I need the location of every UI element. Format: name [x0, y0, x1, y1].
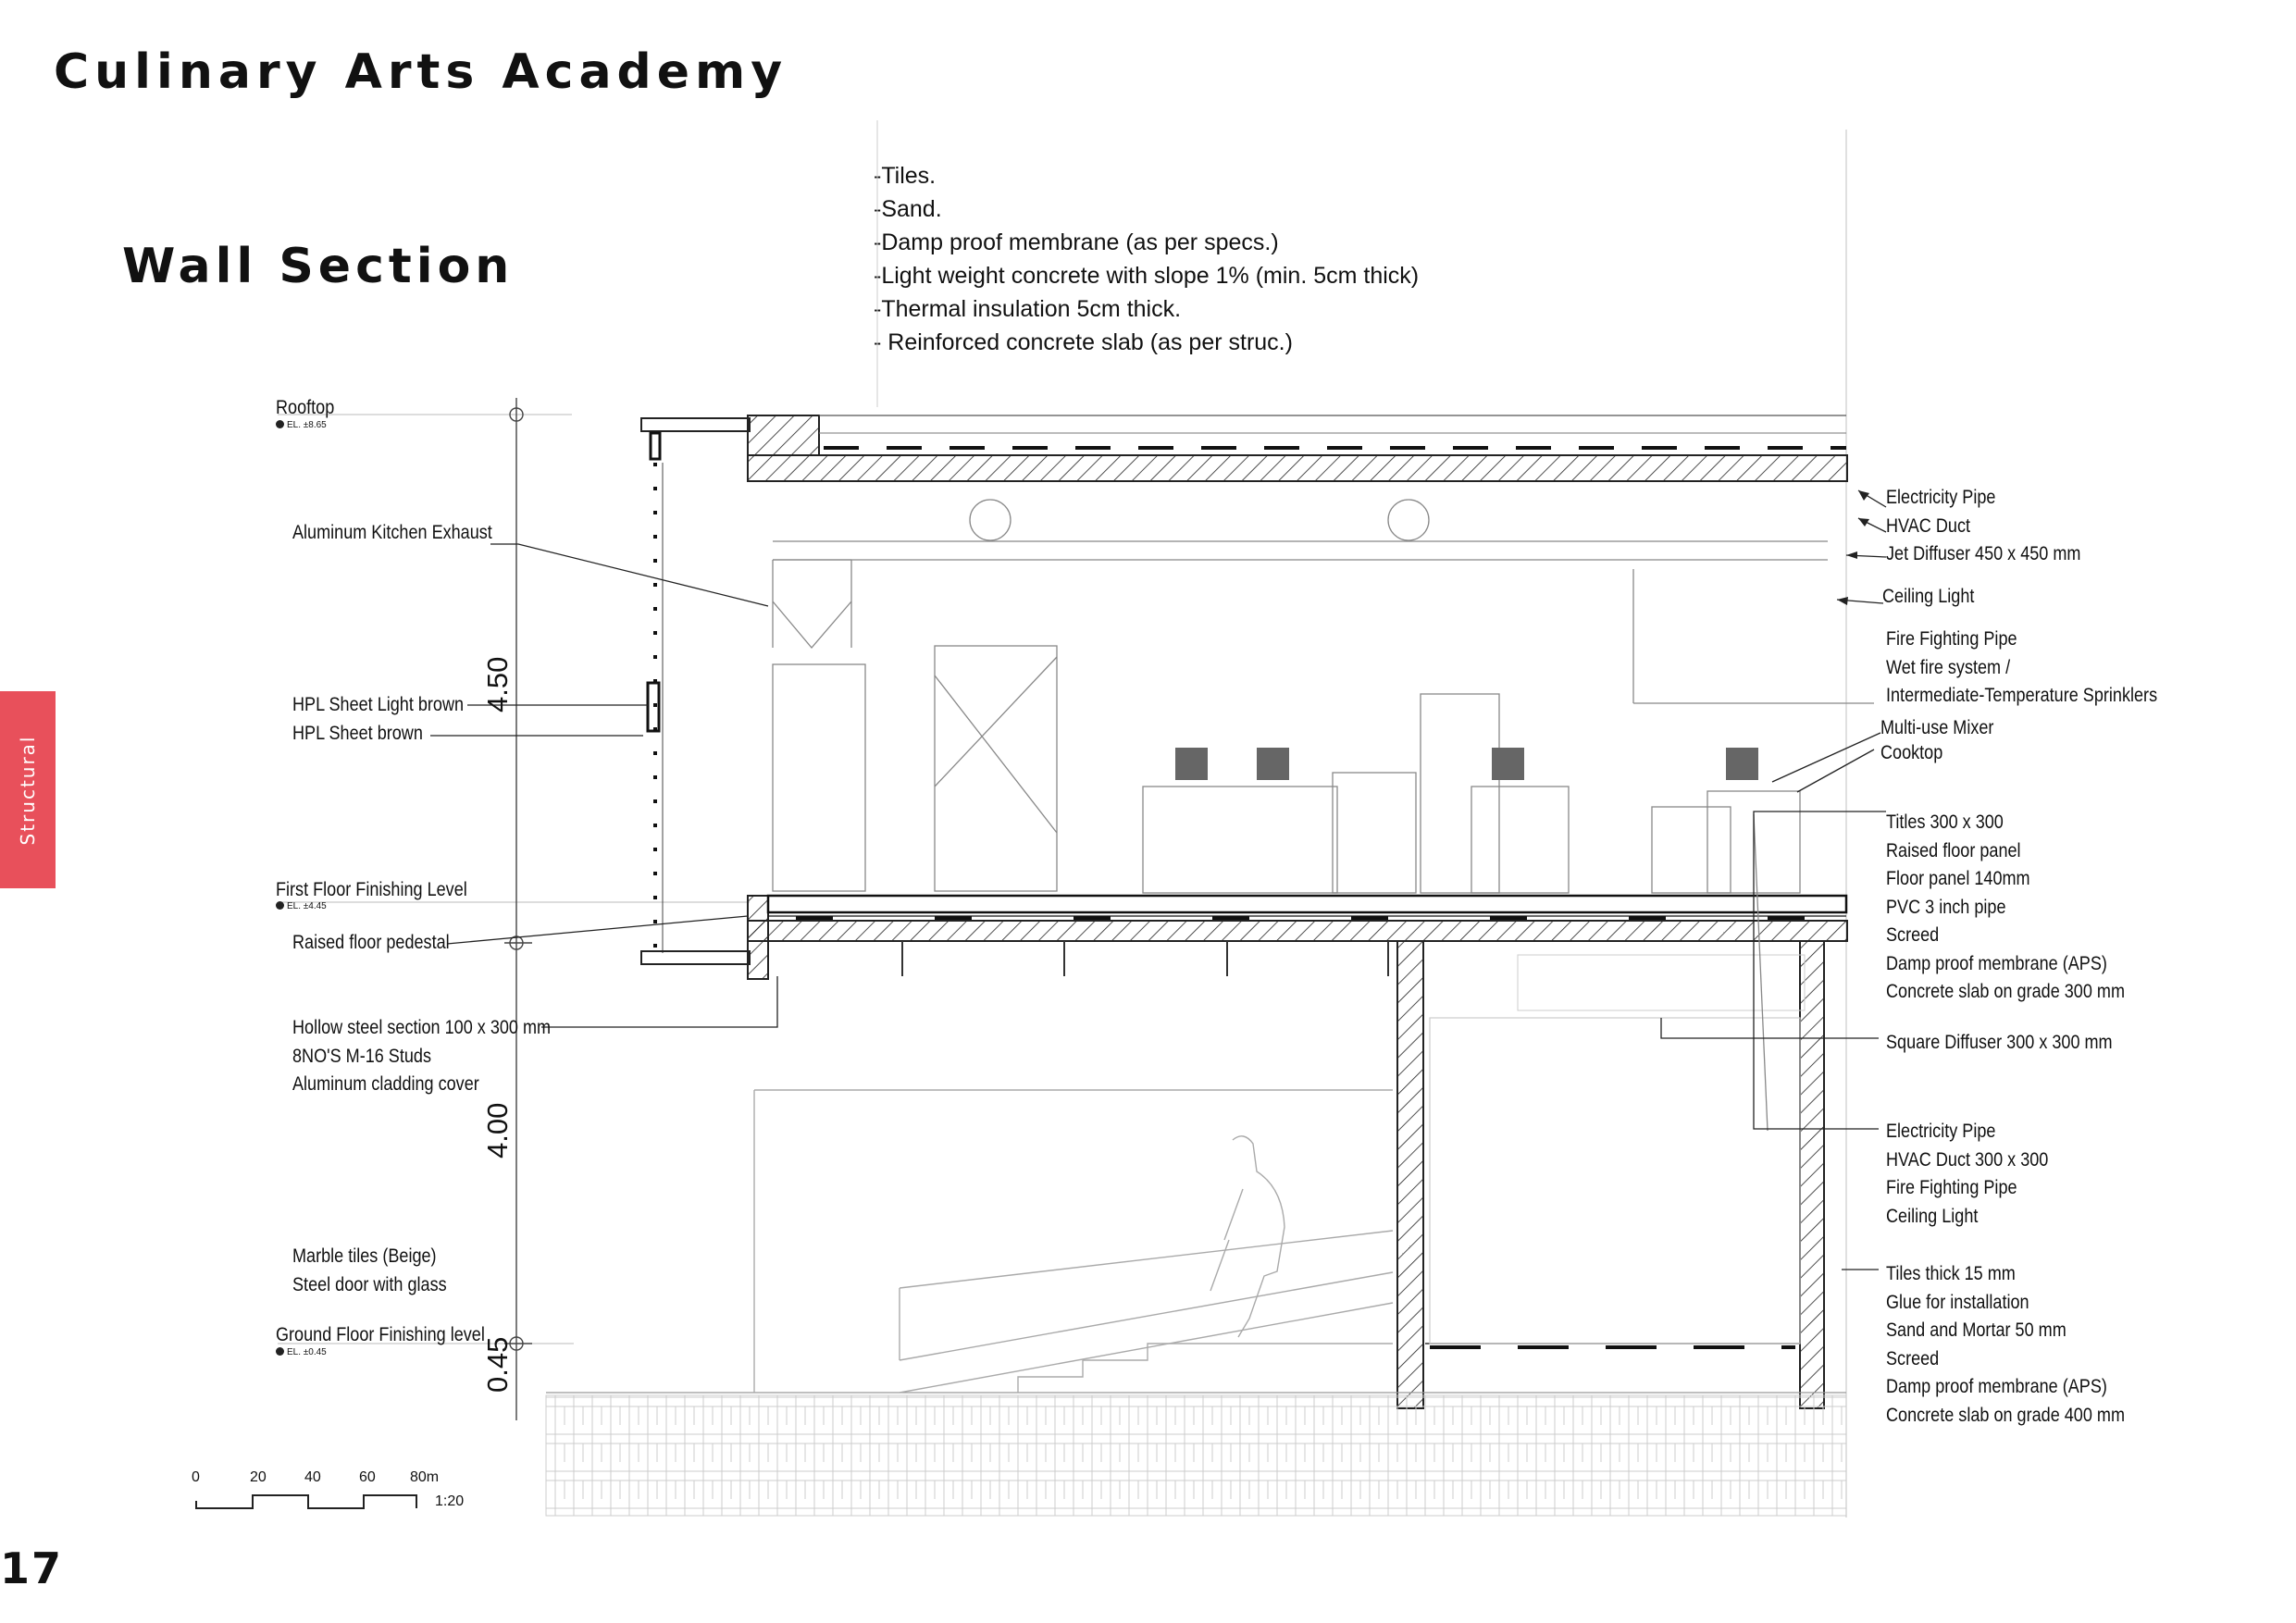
level-ground-floor-label: Ground Floor Finishing level [276, 1324, 485, 1345]
label-line: Electricity Pipe [1886, 1121, 1996, 1142]
label-line: PVC 3 inch pipe [1886, 896, 2006, 918]
level-first-floor-elevation [276, 901, 327, 911]
roof-spec-item: -Thermal insulation 5cm thick. [874, 296, 1182, 322]
label-line: Steel door with glass [292, 1273, 447, 1295]
dimension-line [504, 398, 532, 1420]
label-line: Tiles thick 15 mm [1886, 1263, 2016, 1284]
label-line: Damp proof membrane (APS) [1886, 1376, 2107, 1397]
label-line: HPL Sheet Light brown [292, 694, 465, 715]
page-title: Culinary Arts Academy [54, 44, 788, 100]
label-line: Multi-use Mixer [1880, 717, 1994, 738]
label-line: Concrete slab on grade 300 mm [1886, 981, 2125, 1002]
label-hpl-group [292, 691, 464, 748]
label-line: Ceiling Light [1886, 1205, 1979, 1227]
scale-tick-label: 0 [192, 1469, 200, 1485]
label-raised-floor-pedestal: Raised floor pedestal [292, 932, 450, 953]
scale-tick-label: 80m [410, 1469, 440, 1485]
label-line: Fire Fighting Pipe [1886, 628, 2017, 650]
label-line: Damp proof membrane (APS) [1886, 952, 2107, 974]
label-line: Jet Diffuser 450 x 450 mm [1886, 543, 2081, 564]
roof-spec-item: -Light weight concrete with slope 1% (min. 5cm thick) [874, 263, 1420, 289]
level-elevation-value: EL. ±4.45 [287, 901, 327, 911]
label-line: Screed [1886, 924, 1940, 946]
label-line: Electricity Pipe [1886, 487, 1996, 508]
label-door-group [292, 1243, 447, 1299]
label-line: Intermediate-Temperature Sprinklers [1886, 685, 2158, 706]
roof-spec-item: -Damp proof membrane (as per specs.) [874, 229, 1279, 255]
label-line: Floor panel 140mm [1886, 868, 2030, 889]
page-number: 17 [0, 1543, 64, 1593]
label-line: HVAC Duct [1886, 514, 1970, 537]
label-beam-group [292, 1014, 551, 1099]
label-line: Wet fire system / [1886, 656, 2011, 678]
label-line: 8NO'S M-16 Studs [292, 1045, 432, 1067]
level-ground-floor-elevation [276, 1347, 327, 1357]
roof-spec-item: -Tiles. [874, 163, 937, 189]
label-line: Fire Fighting Pipe [1886, 1177, 2017, 1198]
label-line: Marble tiles (Beige) [292, 1245, 437, 1267]
roof-spec-item: -Sand. [874, 196, 942, 222]
label-line: HPL Sheet brown [292, 722, 423, 744]
scale-tick-label: 20 [250, 1469, 267, 1485]
label-kitchen-exhaust: Aluminum Kitchen Exhaust [292, 522, 492, 543]
label-line: Titles 300 x 300 [1886, 812, 2004, 833]
level-marker-icon [276, 420, 284, 428]
level-marker-icon [276, 1347, 284, 1356]
scale-tick-label: 60 [359, 1469, 376, 1485]
dimension-base: 0.45 [481, 1336, 514, 1393]
label-line: Concrete slab on grade 400 mm [1886, 1404, 2125, 1426]
scale-tick-label: 40 [304, 1469, 321, 1485]
label-ceiling-light: Ceiling Light [1882, 586, 1975, 607]
label-line: Screed [1886, 1347, 1940, 1369]
level-elevation-value: EL. ±0.45 [287, 1347, 327, 1357]
level-rooftop-label: Rooftop [276, 397, 335, 418]
label-line: HVAC Duct 300 x 300 [1886, 1148, 2049, 1171]
level-first-floor-label: First Floor Finishing Level [276, 879, 467, 900]
label-line: Raised floor panel [1886, 839, 2021, 861]
dimension-lower: 4.00 [481, 1102, 514, 1158]
scale-ratio: 1:20 [435, 1493, 465, 1509]
label-first-floor-buildup [1886, 809, 2125, 1007]
label-ceiling-services [1886, 484, 2080, 569]
label-ground-floor-buildup [1886, 1260, 2125, 1430]
label-ground-services [1886, 1118, 2048, 1231]
roof-spec-item: - Reinforced concrete slab (as per struc.) [874, 329, 1293, 355]
section-title: Wall Section [122, 239, 515, 294]
side-tab-label: Structural [17, 735, 39, 845]
label-line: Aluminum cladding cover [292, 1073, 479, 1095]
level-marker-icon [276, 901, 284, 910]
label-fire-system [1886, 626, 2157, 711]
label-line: Hollow steel section 100 x 300 mm [292, 1017, 552, 1038]
level-elevation-value: EL. ±8.65 [287, 420, 327, 430]
label-square-diffuser: Square Diffuser 300 x 300 mm [1886, 1032, 2113, 1053]
label-line: Sand and Mortar 50 mm [1886, 1319, 2066, 1341]
label-line: Cooktop [1880, 742, 1943, 763]
level-rooftop-elevation [276, 420, 327, 430]
dimension-upper: 4.50 [481, 656, 514, 712]
label-line: Glue for installation [1886, 1291, 2029, 1313]
label-equipment [1880, 715, 1993, 765]
